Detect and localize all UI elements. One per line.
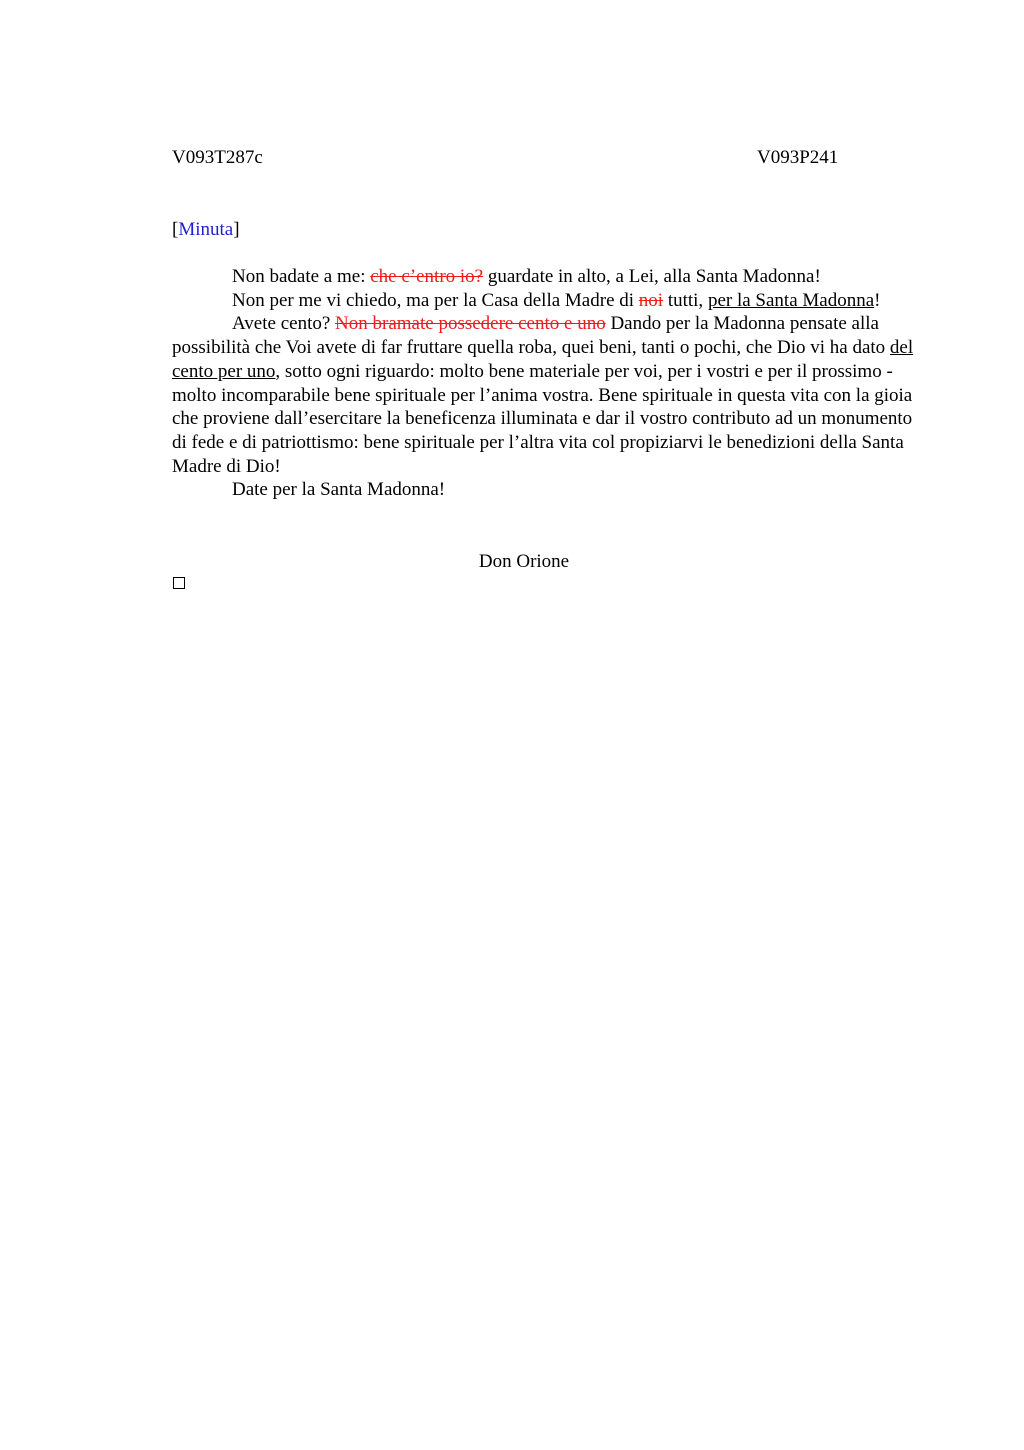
paragraph-3	[172, 312, 930, 478]
p3-deleted-text: Non bramate possedere cento e uno	[335, 313, 606, 335]
p1-text-b: guardate in alto, a Lei, alla Santa Madonna!	[483, 266, 821, 287]
letter-body	[172, 265, 930, 502]
document-code-right: V093P241	[757, 147, 839, 168]
p1-text-a: Non badate a me:	[232, 266, 371, 287]
signature: Don Orione	[478, 551, 570, 572]
paragraph-2	[172, 289, 930, 313]
p2-text-b: tutti,	[663, 289, 708, 311]
p3-underlined-text: del cento per uno	[172, 337, 914, 382]
document-code-left: V093T287c	[172, 147, 263, 168]
paragraph-4	[172, 478, 930, 502]
label-text: Minuta	[178, 219, 234, 240]
p3-text-a: Avete cento?	[232, 313, 336, 335]
p3-text-b: Dando per la Madonna pensate alla possibilità che Voi avete di far fruttare quella roba, quei beni, tanti o pochi, che Dio vi ha dato	[172, 313, 890, 359]
label-open-bracket: [	[172, 219, 179, 240]
p2-underlined-text: per la Santa Madonna	[707, 289, 875, 311]
document-type-label	[172, 218, 240, 242]
p2-deleted-text: noi	[638, 289, 664, 311]
white-square-icon	[173, 577, 185, 589]
p2-text-c: !	[874, 289, 881, 311]
paragraph-1	[172, 265, 930, 289]
p3-text-c: , sotto ogni riguardo: molto bene materiale per voi, per i vostri e per il prossimo - molto incomparabile bene spirituale per l’anima vostra. Bene spirituale in questa vita con la gioia che proviene dall’esercitare la beneficenza illuminata e dar il vostro contributo ad un monumento di fede e di patriottismo: bene spirituale per l’altra vita col propiziarvi le benedizioni della Santa Madre di Dio!	[172, 360, 913, 477]
p1-deleted-text: che c’entro io?	[370, 266, 484, 287]
p4-text-a: Date per la Santa Madonna!	[232, 479, 446, 501]
label-close-bracket: ]	[233, 219, 240, 240]
p2-text-a: Non per me vi chiedo, ma per la Casa della Madre di	[232, 289, 639, 311]
